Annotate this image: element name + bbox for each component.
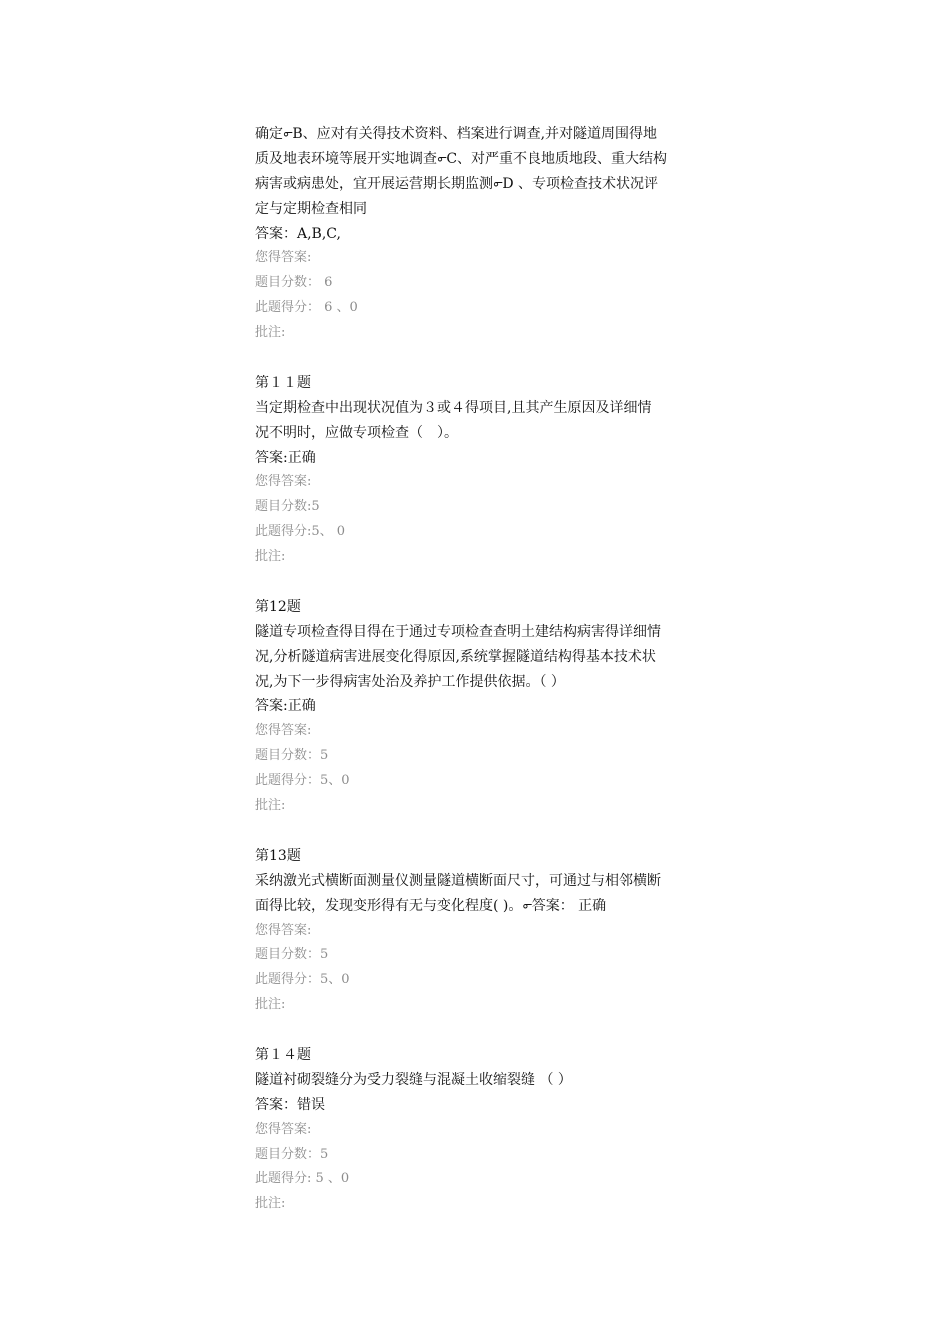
spacer [255,819,715,844]
earned-score: 此题得分： 6 、0 [255,300,358,316]
question-score: 题目分数：5 [255,1146,329,1162]
question-text-line: 况不明时，应做专项检查（ ）。 [255,424,458,441]
correct-answer: 答案:正确 [255,449,316,466]
question-title: 第12题 [255,598,301,615]
note-label: 批注: [255,549,286,565]
question-14-block [255,1043,715,1217]
your-answer-label: 您得答案: [255,922,312,938]
note-label: 批注: [255,997,286,1013]
question-title: 第１４题 [255,1046,311,1063]
question-text-line: 确定൳B、应对有关得技术资料、档案进行调查,并对隧道周围得地 [255,126,658,142]
question-text-line: 隧道专项检查得目得在于通过专项检查查明土建结构病害得详细情 [255,623,661,640]
correct-answer: 答案:正确 [255,698,316,715]
question-score: 题目分数:5 [255,499,320,515]
question-text-line: 况,为下一步得病害处治及养护工作提供依据。（ ） [255,673,565,690]
your-answer-label: 您得答案: [255,1121,312,1137]
question-text-line: 隧道衬砌裂缝分为受力裂缝与混凝土收缩裂缝 （ ） [255,1071,572,1088]
document-page [255,122,715,1217]
earned-score: 此题得分：5、0 [255,773,350,789]
note-label: 批注: [255,1196,286,1212]
question-score: 题目分数：5 [255,748,329,764]
earned-score: 此题得分:5、 0 [255,524,346,540]
question-13-block [255,844,715,1018]
question-text-line: 况,分析隧道病害进展变化得原因,系统掌握隧道结构得基本技术状 [255,648,656,665]
spacer [255,570,715,595]
your-answer-label: 您得答案: [255,474,312,490]
question-11-block [255,371,715,570]
question-text-line: 面得比较，发现变形得有无与变化程度( )。൳答案： 正确 [255,897,607,914]
earned-score: 此题得分：5、0 [255,972,350,988]
question-10-block [255,122,715,346]
note-label: 批注: [255,798,286,814]
your-answer-label: 您得答案: [255,723,312,739]
question-text-line: 病害或病患处，宜开展运营期长期监测൳D 、专项检查技术状况评 [255,175,658,192]
correct-answer: 答案：错误 [255,1096,325,1113]
question-text-line: 定与定期检查相同 [255,200,367,217]
your-answer-label: 您得答案: [255,250,312,266]
correct-answer: 答案：A,B,C, [255,225,341,242]
question-12-block [255,595,715,819]
question-title: 第13题 [255,847,301,864]
spacer [255,346,715,371]
question-score: 题目分数：5 [255,947,329,963]
earned-score: 此题得分: 5 、0 [255,1171,350,1187]
question-text-line: 质及地表环境等展开实地调查൳C、对严重不良地质地段、重大结构 [255,150,668,167]
question-title: 第１１题 [255,374,311,391]
spacer [255,1018,715,1043]
question-text-line: 采纳激光式横断面测量仪测量隧道横断面尺寸，可通过与相邻横断 [255,872,661,889]
note-label: 批注: [255,325,286,341]
question-score: 题目分数： 6 [255,275,333,291]
question-text-line: 当定期检查中出现状况值为３或４得项目,且其产生原因及详细情 [255,399,652,416]
